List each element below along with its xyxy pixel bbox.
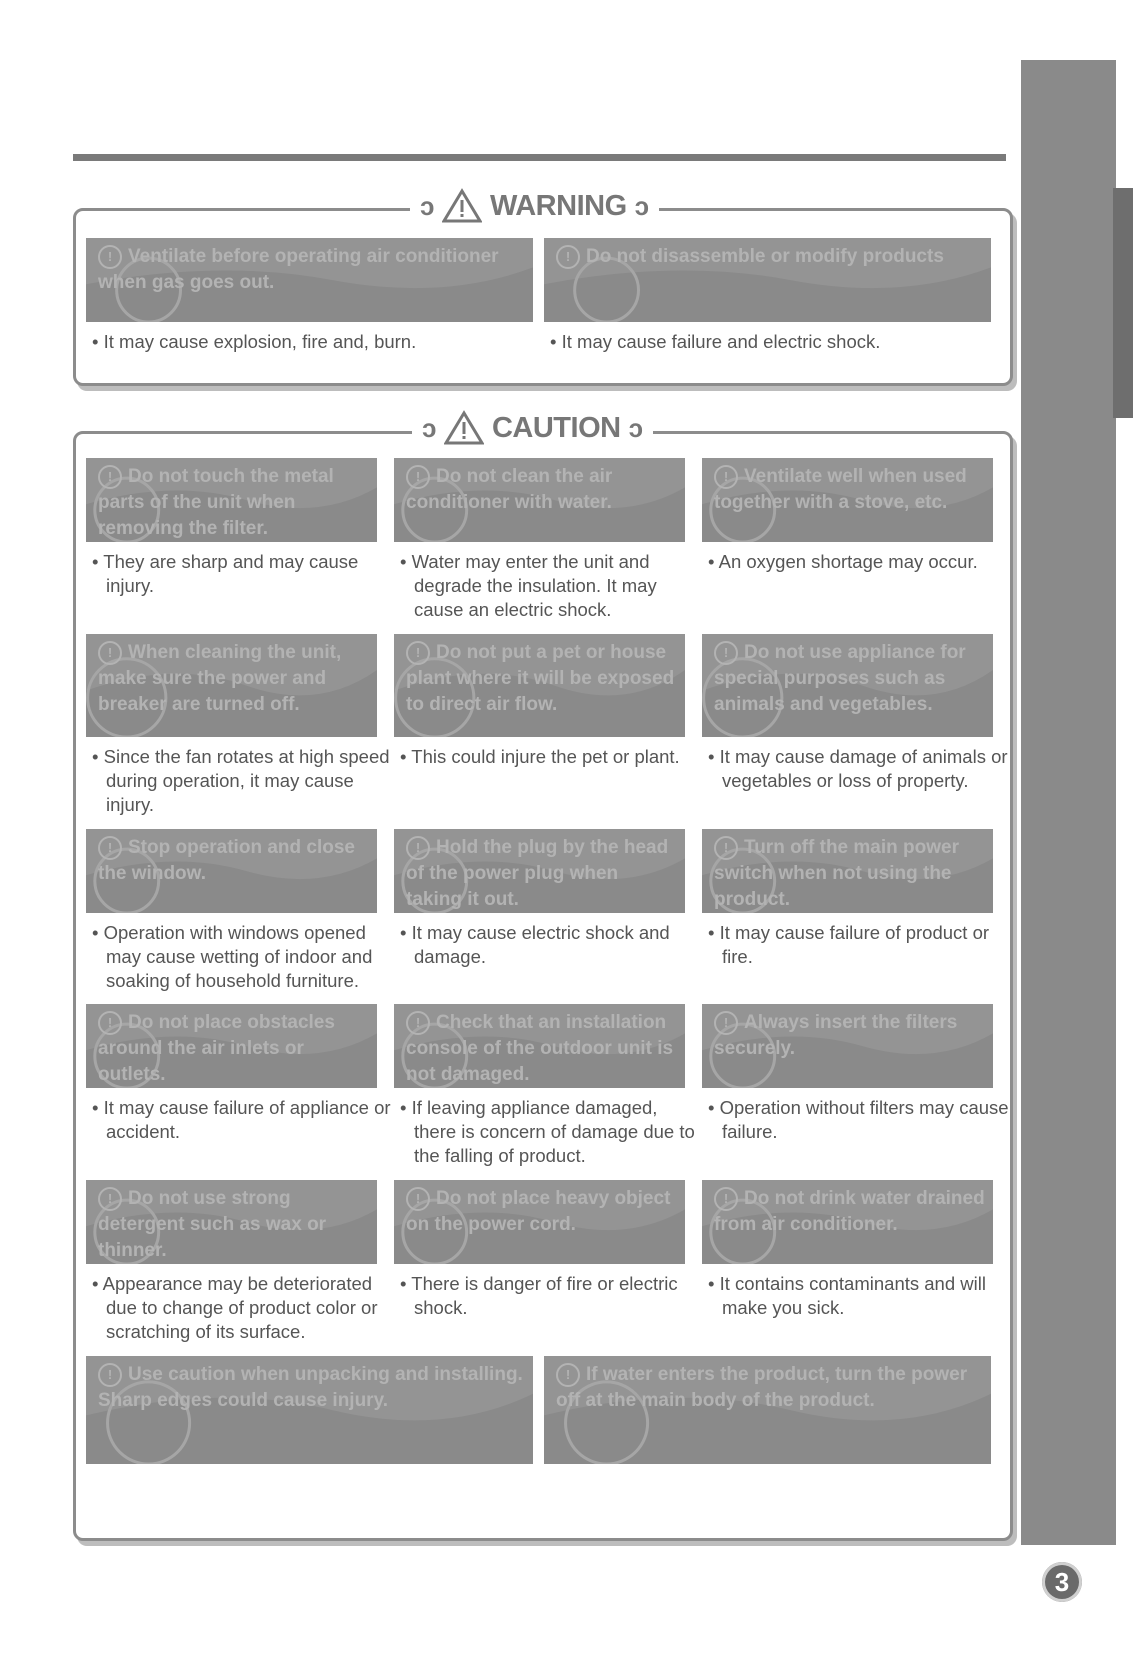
- caution-picture: [394, 1004, 685, 1088]
- caution-picture: [394, 634, 685, 737]
- caution-picture: [702, 1004, 993, 1088]
- note-text: • There is danger of fire or electric shock.: [400, 1272, 704, 1320]
- note-text: • It may cause damage of animals or vegetables or loss of property.: [708, 745, 1012, 793]
- note-text: • It may cause electric shock and damage.: [400, 921, 704, 969]
- caution-picture: [86, 634, 377, 737]
- notice-symbol-icon: !: [98, 1011, 122, 1035]
- warning-title: WARNING: [489, 189, 627, 222]
- caution-picture: [86, 1004, 377, 1088]
- caution-picture: [702, 634, 993, 737]
- caution-picture: [702, 1180, 993, 1264]
- caution-picture: [394, 829, 685, 913]
- caution-title: CAUTION: [491, 411, 621, 444]
- picture-heading: ! Do not use appliance for special purposes such as animals and vegetables.: [714, 642, 966, 715]
- picture-heading: ! Do not put a pet or house plant where it will be exposed to direct air flow.: [406, 642, 675, 715]
- note-text: • They are sharp and may cause injury.: [92, 550, 396, 598]
- notice-symbol-icon: !: [406, 1011, 430, 1035]
- notice-symbol-icon: !: [714, 1011, 738, 1035]
- caution-picture: [86, 458, 377, 542]
- picture-heading: ! Do not drink water drained from air conditioner.: [714, 1188, 985, 1235]
- caution-picture: [702, 458, 993, 542]
- picture-heading: ! Hold the plug by the head of the power plug when taking it out.: [406, 837, 669, 910]
- caution-picture: [86, 829, 377, 913]
- caution-wide-picture: [544, 1356, 991, 1464]
- picture-heading: ! Ventilate well when used together with a stove, etc.: [714, 466, 967, 513]
- note-text: • Operation without filters may cause failure.: [708, 1096, 1012, 1144]
- picture-heading: ! Do not use strong detergent such as wax or thinner.: [98, 1188, 327, 1261]
- caution-picture: [394, 458, 685, 542]
- note-text: • Since the fan rotates at high speed during operation, it may cause injury.: [92, 745, 396, 817]
- picture-heading: ! Turn off the main power switch when not using the product.: [714, 837, 959, 910]
- caution-triangle-icon: [444, 410, 484, 446]
- warning-triangle-icon: [442, 188, 482, 224]
- notice-symbol-icon: !: [406, 836, 430, 860]
- note-text: • Water may enter the unit and degrade the insulation. It may cause an electric shock.: [400, 550, 704, 622]
- notice-symbol-icon: !: [714, 836, 738, 860]
- notice-symbol-icon: !: [98, 1187, 122, 1211]
- picture-heading: ! Do not disassemble or modify products: [556, 244, 983, 270]
- warning-heading: [410, 186, 659, 226]
- note-text: • This could injure the pet or plant.: [400, 745, 704, 769]
- notice-symbol-icon: !: [98, 836, 122, 860]
- top-rule: [73, 154, 1006, 161]
- caution-picture: [702, 829, 993, 913]
- notice-symbol-icon: !: [406, 641, 430, 665]
- hook-left-icon: ↄ: [422, 412, 436, 443]
- warning-picture: [86, 238, 533, 322]
- note-text: • Operation with windows opened may cause wetting of indoor and soaking of household furniture.: [92, 921, 396, 993]
- side-tab-marker: [1113, 188, 1133, 418]
- picture-heading: ! Do not touch the metal parts of the unit when removing the filter.: [98, 466, 334, 539]
- hook-left-icon: ↄ: [420, 190, 434, 221]
- note-text: • It may cause explosion, fire and, burn.: [92, 330, 546, 354]
- caution-heading: [412, 408, 653, 448]
- notice-symbol-icon: !: [98, 641, 122, 665]
- caution-picture: [86, 1180, 377, 1264]
- caution-picture: [394, 1180, 685, 1264]
- picture-heading: ! Do not place heavy object on the power cord.: [406, 1188, 671, 1235]
- page-number: 3: [1042, 1562, 1082, 1602]
- side-tab: [1021, 60, 1116, 1545]
- picture-heading: ! When cleaning the unit, make sure the power and breaker are turned off.: [98, 642, 342, 715]
- notice-symbol-icon: !: [556, 245, 580, 269]
- picture-heading: ! Stop operation and close the window.: [98, 837, 355, 884]
- note-text: • It contains contaminants and will make you sick.: [708, 1272, 1012, 1320]
- notice-symbol-icon: !: [98, 245, 122, 269]
- picture-heading: ! Check that an installation console of the outdoor unit is not damaged.: [406, 1012, 674, 1085]
- notice-symbol-icon: !: [556, 1363, 580, 1387]
- note-text: • Appearance may be deteriorated due to change of product color or scratching of its surface.: [92, 1272, 396, 1344]
- notice-symbol-icon: !: [406, 1187, 430, 1211]
- note-text: • It may cause failure of product or fire.: [708, 921, 1012, 969]
- caution-wide-picture: [86, 1356, 533, 1464]
- hook-right-icon: ↄ: [634, 190, 649, 221]
- picture-heading: ! Use caution when unpacking and installing. Sharp edges could cause injury.: [98, 1364, 523, 1411]
- note-text: • An oxygen shortage may occur.: [708, 550, 1012, 574]
- picture-heading: ! Ventilate before operating air conditioner when gas goes out.: [98, 246, 499, 293]
- picture-heading: ! Do not clean the air conditioner with water.: [406, 466, 613, 513]
- notice-symbol-icon: !: [714, 465, 738, 489]
- picture-heading: ! Always insert the filters securely.: [714, 1012, 958, 1059]
- note-text: • If leaving appliance damaged, there is concern of damage due to the falling of product.: [400, 1096, 704, 1168]
- notice-symbol-icon: !: [98, 1363, 122, 1387]
- notice-symbol-icon: !: [714, 1187, 738, 1211]
- notice-symbol-icon: !: [98, 465, 122, 489]
- warning-picture: [544, 238, 991, 322]
- notice-symbol-icon: !: [406, 465, 430, 489]
- note-text: • It may cause failure of appliance or accident.: [92, 1096, 396, 1144]
- picture-heading: ! If water enters the product, turn the power off at the main body of the product.: [556, 1364, 968, 1411]
- notice-symbol-icon: !: [714, 641, 738, 665]
- picture-heading: ! Do not place obstacles around the air inlets or outlets.: [98, 1012, 335, 1085]
- note-text: • It may cause failure and electric shock.: [550, 330, 1004, 354]
- hook-right-icon: ↄ: [628, 412, 643, 443]
